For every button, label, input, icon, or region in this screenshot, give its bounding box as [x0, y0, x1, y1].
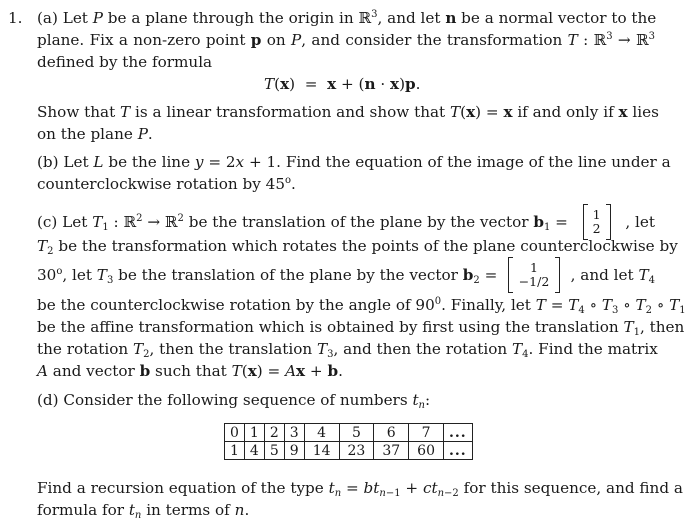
table-cell: 2 — [264, 424, 284, 442]
part-a-line-1: (a) Let P be a plane through the origin in ℝ$^3$, and let n be a normal vector to the — [37, 9, 657, 27]
sequence-table — [224, 423, 473, 460]
table-cell: 1 — [225, 442, 245, 460]
table-cell: 37 — [374, 442, 409, 460]
table-cell: 4 — [244, 442, 264, 460]
table-cell: 3 — [284, 424, 304, 442]
part-c-line-4: be the counterclockwise rotation by the angle of $90^0$. Finally, let $T = T_4$ ∘ $T_3$ ∘ $T_2$ ∘ $T_1$ — [37, 296, 686, 316]
table-cell: 9 — [284, 442, 304, 460]
part-c-line-1: (c) Let $T_1$ : ℝ$^2$ → ℝ$^2$ be the translation of the plane by the vector $b_1$ = 1 2 , let — [37, 204, 655, 240]
part-b-line-2: counterclockwise rotation by 45$^o$. — [37, 175, 296, 193]
table-cell: 4 — [304, 424, 339, 442]
part-b-line-1: (b) Let L be the line y = 2x + 1. Find the equation of the image of the line under a — [37, 153, 671, 171]
part-a-line-3: defined by the formula — [37, 53, 213, 71]
problem-number: 1. — [8, 9, 23, 27]
part-c-line-6: the rotation $T_2$, then the translation $T_3$, and then the rotation $T_4$. Find the matrix — [37, 340, 658, 360]
part-c-line-2: $T_2$ be the transformation which rotates the points of the plane counterclockwise by — [37, 237, 678, 257]
part-a-line-4: Show that T is a linear transformation and show that T(x) = x if and only if x lies — [37, 103, 659, 121]
part-d-line-1: (d) Consider the following sequence of numbers $t_n$: — [37, 391, 431, 411]
table-cell: 14 — [304, 442, 339, 460]
part-d-line-2: Find a recursion equation of the type $t_n = bt_{n-1} + ct_{n-2}$ for this sequence, and find a — [37, 479, 683, 499]
table-cell: 0 — [225, 424, 245, 442]
part-d-line-3: formula for $t_n$ in terms of n. — [37, 501, 250, 521]
table-cell: ... — [444, 424, 473, 442]
table-cell: 23 — [339, 442, 374, 460]
table-cell: 7 — [409, 424, 444, 442]
table-cell: ... — [444, 442, 473, 460]
table-cell: 6 — [374, 424, 409, 442]
vector-b2: 1 −1/2 — [508, 257, 561, 293]
part-a-line-5: on the plane P. — [37, 125, 153, 143]
table-cell: 60 — [409, 442, 444, 460]
vector-b1: 1 2 — [583, 204, 611, 240]
part-c-line-3: 30$^o$, let $T_3$ be the translation of the plane by the vector $b_2$ = 1 −1/2 , and let $T_4$ — [37, 257, 655, 293]
part-a-formula: T(x) = x + (n · x)p. — [264, 75, 421, 93]
table-row — [225, 424, 473, 442]
part-c-line-7: A and vector b such that T(x) = Ax + b. — [37, 362, 343, 380]
table-cell: 1 — [244, 424, 264, 442]
table-cell: 5 — [339, 424, 374, 442]
part-c-line-5: be the affine transformation which is obtained by first using the translation $T_1$, then — [37, 318, 685, 338]
table-cell: 5 — [264, 442, 284, 460]
table-row — [225, 442, 473, 460]
part-a-line-2: plane. Fix a non-zero point p on P, and consider the transformation T : ℝ$^3$ → ℝ$^3$ — [37, 31, 655, 49]
